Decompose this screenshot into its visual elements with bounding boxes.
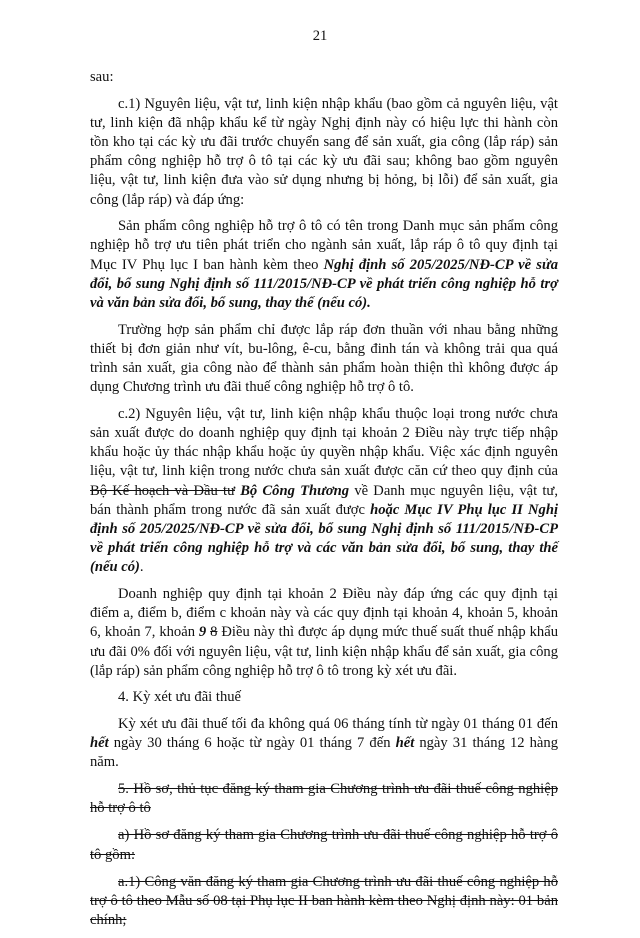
amended-text: Nghị định số 205/2025/NĐ-CP về sửa đổi, bổ sung Nghị định số 111/2015/NĐ-CP về phát triển công nghiệp hỗ trợ và văn bản sửa đổi, bổ sung, thay thế (nếu có). xyxy=(90,256,559,312)
page-number: 21 xyxy=(312,28,328,44)
paragraph-c1: c.1) Nguyên liệu, vật tư, linh kiện nhập khẩu (bao gồm cả nguyên liệu, vật tư, linh kiện đã nhập khẩu kể từ ngày Nghị định này có hiệu lực thi hành còn tồn kho tại các kỳ ưu đãi trước chuyển sang để sản xuất, gia công (lắp ráp) sản phẩm công nghiệp hỗ trợ ô tô tại các kỳ ưu đãi sau; không bao gồm nguyên liệu, vật tư, linh kiện đưa vào sử dụng nhưng bị hỏng, bị lỗi) để sản xuất, gia công (lắp ráp) và đáp ứng: xyxy=(90,95,558,208)
amended-text: hết xyxy=(90,735,109,752)
heading-section-5-deleted xyxy=(90,780,558,818)
paragraph-intro: sau: xyxy=(90,69,114,85)
heading-section-4: 4. Kỳ xét ưu đãi thuế xyxy=(118,689,242,706)
paragraph-incentive-period xyxy=(90,715,558,773)
deleted-text: a) Hồ sơ đăng ký tham gia Chương trình ưu đãi thuế công nghiệp hỗ trợ ô tô gồm: xyxy=(90,827,558,863)
text-run: . xyxy=(139,559,144,576)
deleted-text: a.1) Công văn đăng ký tham gia Chương trình ưu đãi thuế công nghiệp hỗ trợ ô tô theo Mẫu số 08 tại Phụ lục II ban hành kèm theo Nghị định này: 01 bản chính; xyxy=(90,873,558,929)
amended-text: hoặc Mục IV Phụ lục II Nghị định số 205/2025/NĐ-CP về sửa đổi, bổ sung Nghị định số 111/2015/NĐ-CP về phát triển công nghiệp hỗ trợ và các văn bản sửa đổi, bổ sung, thay thế (nếu có) xyxy=(90,501,558,576)
amended-text: Bộ Công Thương xyxy=(234,482,350,499)
paragraph-c2 xyxy=(90,405,558,578)
text-run: ngày 31 tháng 12 hàng năm. xyxy=(90,735,559,771)
deleted-text: Bộ Kế hoạch và Đầu tư xyxy=(90,482,235,499)
paragraph-assembly-exclusion: Trường hợp sản phẩm chỉ được lắp ráp đơn thuần với nhau bằng những thiết bị đơn giản như vít, bu-lông, ê-cu, bằng đinh tán và không trải qua quá trình sản xuất, gia công nào để thành sản phẩm hoàn thiện thì không được áp dụng Chương trình ưu đãi thuế công nghiệp hỗ trợ ô tô. xyxy=(90,321,558,396)
text-run: Sản phẩm công nghiệp hỗ trợ ô tô có tên trong Danh mục sản phẩm công nghiệp hỗ trợ ưu tiên phát triển cho ngành sản xuất, lắp ráp ô tô quy định tại Mục IV Phụ lục I ban hành kèm theo xyxy=(90,218,558,273)
text-run: ngày 30 tháng 6 hoặc từ ngày 01 tháng 7 đến xyxy=(108,735,396,752)
paragraph-enterprise-conditions xyxy=(90,585,558,681)
text-run: c.2) Nguyên liệu, vật tư, linh kiện nhập khẩu thuộc loại trong nước chưa sản xuất được do doanh nghiệp quy định tại khoản 2 Điều này trực tiếp nhập khẩu hoặc ủy thác nhập khẩu hoặc ủy quyền nhập khẩu. Việc xác định nguyên liệu, vật tư, linh kiện trong nước chưa sản xuất được căn cứ theo quy định của xyxy=(90,405,558,480)
text-run: về Danh mục nguyên liệu, vật tư, bán thành phẩm trong nước đã sản xuất được xyxy=(90,482,558,518)
paragraph-5a1-deleted xyxy=(90,873,558,931)
document-body xyxy=(90,68,558,938)
paragraph-5a-deleted xyxy=(90,826,558,864)
amended-text: hết xyxy=(395,735,415,752)
text-run: Doanh nghiệp quy định tại khoản 2 Điều này đáp ứng các quy định tại điểm a, điểm b, điểm c khoản này và các quy định tại khoản 4, khoản 5, khoản 6, khoản 7, khoản xyxy=(90,586,558,641)
text-run: Kỳ xét ưu đãi thuế tối đa không quá 06 tháng tính từ ngày 01 tháng 01 đến xyxy=(118,716,558,733)
paragraph-product-list xyxy=(90,217,558,313)
deleted-text: 8 xyxy=(210,624,218,641)
text-run: Điều này thì được áp dụng mức thuế suất thuế nhập khẩu ưu đãi 0% đối với nguyên liệu, vật tư, linh kiện nhập khẩu để sản xuất, gia công (lắp ráp) sản phẩm công nghiệp hỗ trợ ô tô trong kỳ xét ưu đãi. xyxy=(90,624,558,679)
deleted-text: 5. Hồ sơ, thủ tục đăng ký tham gia Chương trình ưu đãi thuế công nghiệp hỗ trợ ô tô xyxy=(90,781,558,817)
amended-text: 9 xyxy=(198,624,207,641)
